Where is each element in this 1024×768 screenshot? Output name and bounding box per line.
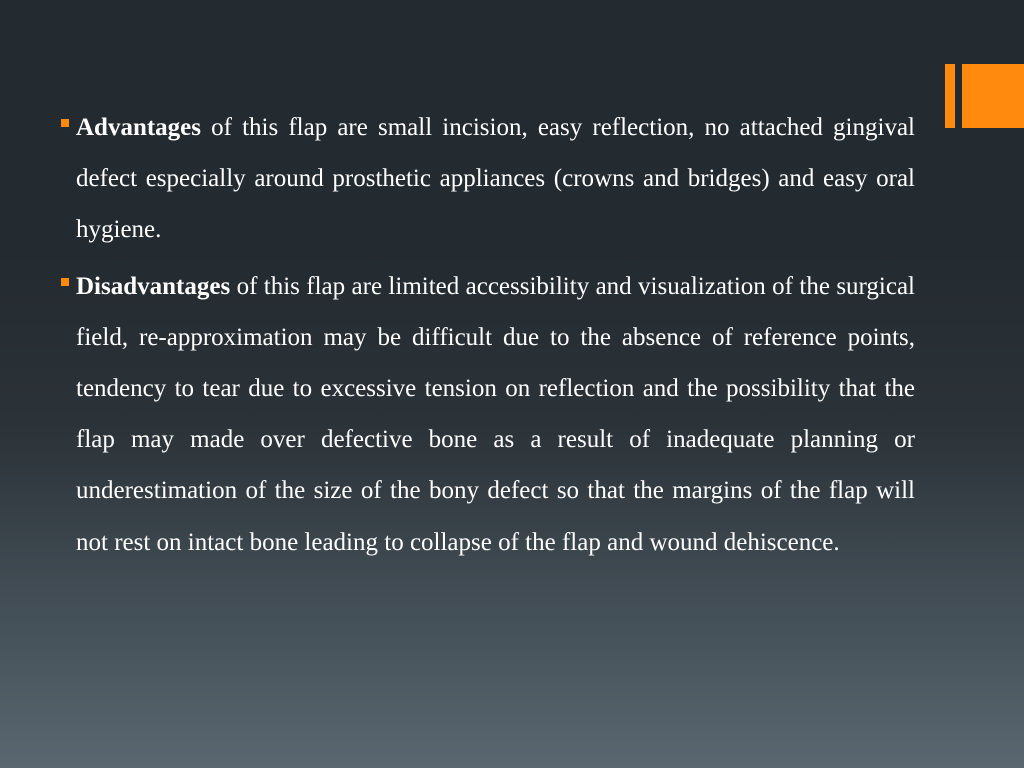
- accent-bar-thin: [945, 64, 955, 128]
- bullet-disadvantages-text: of this flap are limited accessibility and visualization of the surgical field, re-approximation may be difficult due to the absence of reference points, tendency to tear due to excessive tension on reflection and the possibility that the flap may made over defective bone as a result of inadequate planning or underestimation of the size of the bony defect so that the margins of the flap will not rest on intact bone leading to collapse of the flap and wound dehiscence.: [76, 272, 915, 556]
- bullet-disadvantages: [59, 261, 915, 568]
- bullet-square-icon: [61, 278, 69, 286]
- accent-bar-thick: [962, 64, 1024, 128]
- bullet-advantages: [59, 102, 915, 256]
- bullet-disadvantages-heading: Disadvantages: [76, 272, 231, 300]
- bullet-advantages-heading: Advantages: [76, 114, 202, 141]
- slide-content: [59, 102, 915, 573]
- bullet-square-icon: [61, 119, 69, 127]
- bullet-advantages-text: of this flap are small incision, easy reflection, no attached gingival defect especially around prosthetic appliances (crowns and bridges) and easy oral hygiene.: [76, 114, 915, 244]
